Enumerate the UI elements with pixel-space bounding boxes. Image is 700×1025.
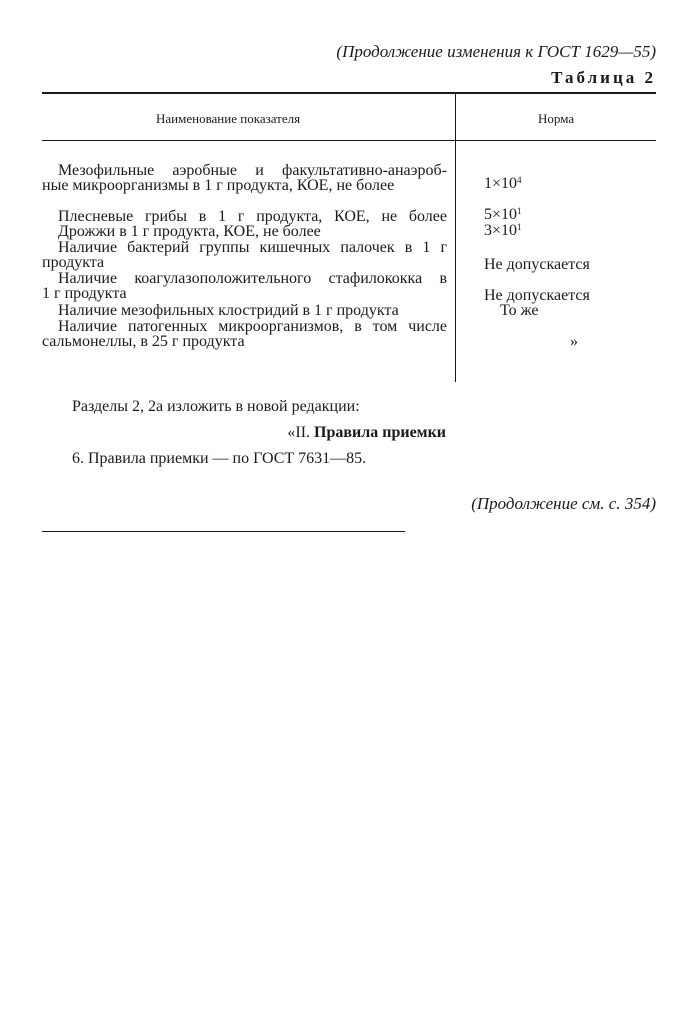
indicator-line: Плесневые грибы в 1 г продукта, КОЕ, не более xyxy=(58,208,447,225)
norm-exponent: 1 xyxy=(517,222,522,232)
norm-value: 1×10 xyxy=(484,175,518,192)
norm-value: 3×10 xyxy=(484,222,518,239)
norm-cell xyxy=(484,222,522,240)
norm-cell: » xyxy=(570,333,578,350)
indicator-line: Наличие патогенных микроорганизмов, в том числе xyxy=(58,318,447,335)
norm-cell: Не допускается xyxy=(484,287,590,304)
indicator-line: Дрожжи в 1 г продукта, КОЕ, не более xyxy=(58,223,321,240)
sections-note: Разделы 2, 2а изложить в новой редакции: xyxy=(72,398,360,415)
norm-cell xyxy=(484,175,522,193)
indicator-cell xyxy=(42,303,447,318)
section-number: «II. xyxy=(287,424,311,441)
table-top-rule xyxy=(42,92,656,94)
indicator-cell xyxy=(42,240,447,270)
indicator-line: Наличие мезофильных клостридий в 1 г продукта xyxy=(58,302,399,319)
item-6: 6. Правила приемки — по ГОСТ 7631—85. xyxy=(72,450,367,467)
footnote-rule xyxy=(42,531,405,532)
indicator-line: сальмонеллы, в 25 г продукта xyxy=(42,333,245,350)
indicator-cell xyxy=(42,209,447,224)
continuation-footer: (Продолжение см. с. 354) xyxy=(471,494,656,513)
norm-exponent: 1 xyxy=(517,206,522,216)
norm-cell: То же xyxy=(500,302,539,319)
indicator-line: Мезофильные аэробные и факультативно-анаэроб- xyxy=(58,162,447,179)
indicator-line: продукта xyxy=(42,254,105,271)
table-header-rule xyxy=(42,140,656,141)
column-header-norm: Норма xyxy=(538,111,575,126)
indicator-cell xyxy=(42,319,447,349)
indicator-cell xyxy=(42,271,447,301)
table-column-divider xyxy=(455,94,456,382)
section-heading xyxy=(287,424,446,442)
norm-exponent: 4 xyxy=(517,175,522,185)
table-label: Таблица 2 xyxy=(551,68,656,87)
norm-value: 5×10 xyxy=(484,206,518,223)
indicator-cell xyxy=(42,224,447,239)
indicator-cell xyxy=(42,163,447,193)
indicator-line: Наличие коагулазоположительного стафилококка в xyxy=(58,270,447,287)
continuation-header: (Продолжение изменения к ГОСТ 1629—55) xyxy=(336,42,656,61)
column-header-indicator: Наименование показателя xyxy=(156,111,301,126)
section-title: Правила приемки xyxy=(314,424,446,441)
norm-cell: Не допускается xyxy=(484,256,590,273)
indicator-line: ные микроорганизмы в 1 г продукта, КОЕ, не более xyxy=(42,177,395,194)
indicator-line: 1 г продукта xyxy=(42,285,127,302)
indicator-line: Наличие бактерий группы кишечных палочек в 1 г xyxy=(58,239,447,256)
